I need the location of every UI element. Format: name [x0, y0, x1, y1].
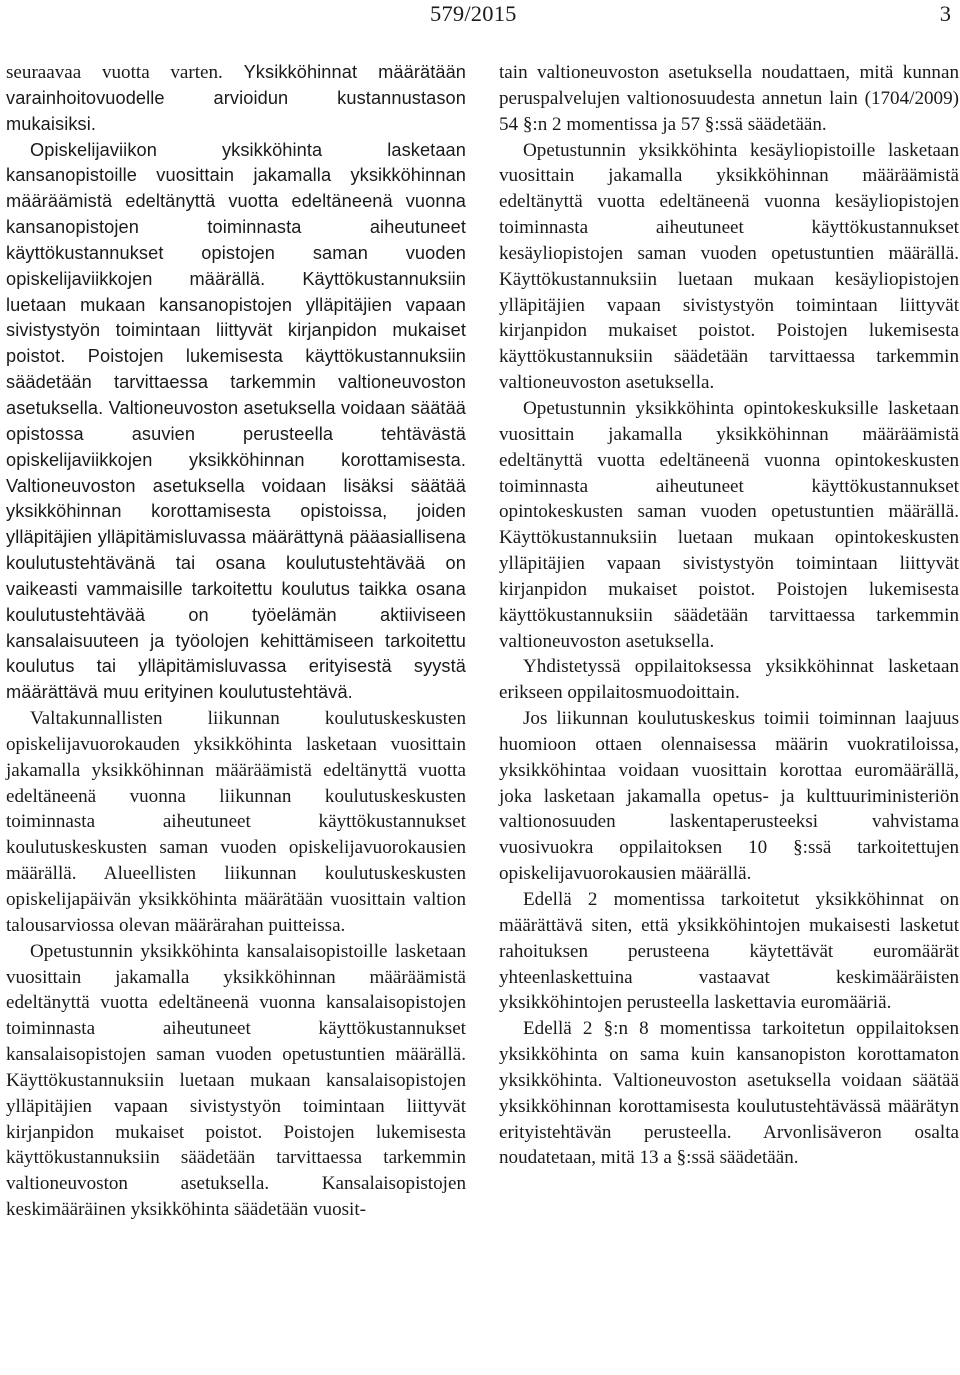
- paragraph: [6, 138, 466, 707]
- document-number: 579/2015: [430, 1, 517, 26]
- paragraph: Opetustunnin yksikköhinta opintokeskuksille lasketaan vuosittain jakamalla yksikköhinnan määräämistä edeltänyttä vuotta edeltäneenä vuonna opintokeskusten toiminnasta aiheutuneet käyttökustannukset opintokeskusten saman vuoden opetustuntien määrällä. Käyttökustannuksiin luetaan mukaan opintokeskusten ylläpitäjien vapaan sivistystyön toimintaan liittyvät kirjanpidon mukaiset poistot. Poistojen lukemisesta käyttökustannuksiin säädetään tarvittaessa tarkemmin valtioneuvoston asetuksella.: [499, 397, 959, 652]
- text-run: Valtioneuvoston asetuksella voidaan lisäksi säätää yksikköhinnan korottamisesta opistoissa, joiden ylläpitäjien ylläpitämisluvassa määrättynä pääasiallisena koulutustehtävänä tai osana koulutustehtävää on vaikeasti vammaisille tarkoitettu koulutus taikka osana koulutustehtävää on työelämän aktiiviseen kansalaisuuteen ja työolojen kehittämiseen tarkoitettu koulutus tai ylläpitämisluvassa erityisestä syystä määrättävä muu erityinen koulutustehtävä.: [6, 475, 466, 703]
- paragraph: Opetustunnin yksikköhinta kesäyliopistoille lasketaan vuosittain jakamalla yksikköhinnan määräämistä edeltänyttä vuotta edeltäneenä vuonna kesäyliopistojen toiminnasta aiheutuneet käyttökustannukset kesäyliopistojen saman vuoden opetustuntien määrällä. Käyttökustannuksiin luetaan mukaan kesäyliopistojen ylläpitäjien vapaan sivistystyön toimintaan liittyvät kirjanpidon mukaiset poistot. Poistojen lukemisesta käyttökustannuksiin säädetään tarvittaessa tarkemmin valtioneuvoston asetuksella.: [499, 139, 959, 394]
- paragraph: Valtakunnallisten liikunnan koulutuskeskusten opiskelijavuorokauden yksikköhinta lasketaan vuosittain jakamalla yksikköhinnan määräämistä edeltänyttä vuotta edeltäneenä vuonna liikunnan koulutuskeskusten toiminnasta aiheutuneet käyttökustannukset koulutuskeskusten saman vuoden opiskelijavuorokausien määrällä. Alueellisten liikunnan koulutuskeskusten opiskelijapäivän yksikköhinta määrätään vuosittain valtion talousarviossa olevan määrärahan puitteissa.: [6, 708, 466, 936]
- paragraph: [6, 60, 466, 138]
- text-run: Poistojen lukemisesta käyttökustannuksiin säädetään tarvittaessa tarkemmin valtioneuvoston asetuksella. Valtioneuvoston asetuksella voidaan säätää opistossa asuvien perusteella tehtävästä opiskelijaviikkojen yksikköhinnan korottamisesta.: [6, 346, 466, 470]
- text-run: seuraavaa vuotta varten.: [6, 62, 223, 83]
- text-run: Yksikköhinnat määrätään varainhoitovuodelle arvioidun kustannustason mukaisiksi.: [6, 62, 467, 134]
- right-column: [499, 60, 959, 1171]
- left-column: [6, 60, 466, 1223]
- paragraph: Edellä 2 §:n 8 momentissa tarkoitetun oppilaitoksen yksikköhinta on sama kuin kansanopiston korottamaton yksikköhinta. Valtioneuvoston asetuksella voidaan säätää yksikköhinnan korottamisesta koulutustehtävässä määrätyn erityistehtävän perusteella. Arvonlisäveron osalta noudatetaan, mitä 13 a §:ssä säädetään.: [499, 1018, 959, 1169]
- paragraph: Yhdistetyssä oppilaitoksessa yksikköhinnat lasketaan erikseen oppilaitosmuodoittain.: [499, 656, 959, 704]
- page-number: 3: [939, 1, 951, 26]
- text-run: Opiskelijaviikon yksikköhinta lasketaan kansanopistoille vuosittain jakamalla yksikköhinnan määräämistä edeltänyttä vuotta edeltäneenä vuonna kansanopistojen toiminnasta aiheutuneet käyttökustannukset opistojen saman vuoden opiskelijaviikkojen määrällä. Käyttökustannuksiin luetaan mukaan kansanopistojen ylläpitäjien vapaan sivistystyön toimintaan liittyvät kirjanpidon mukaiset poistot.: [6, 139, 466, 367]
- paragraph: Opetustunnin yksikköhinta kansalaisopistoille lasketaan vuosittain jakamalla yksikköhinnan määräämistä edeltänyttä vuotta edeltäneenä vuonna kansalaisopistojen toiminnasta aiheutuneet käyttökustannukset kansalaisopistojen saman vuoden opetustuntien määrällä. Käyttökustannuksiin luetaan mukaan kansalaisopistojen ylläpitäjien vapaan sivistystyön toimintaan liittyvät kirjanpidon mukaiset poistot. Poistojen lukemisesta käyttökustannuksiin säädetään tarvittaessa tarkemmin valtioneuvoston asetuksella. Kansalaisopistojen keskimääräinen yksikköhinta säädetään vuosit-: [6, 940, 466, 1221]
- paragraph: tain valtioneuvoston asetuksella noudattaen, mitä kunnan peruspalvelujen valtionosuudesta annetun lain (1704/2009) 54 §:n 2 momentissa ja 57 §:ssä säädetään.: [499, 62, 959, 135]
- paragraph: Jos liikunnan koulutuskeskus toimii toiminnan laajuus huomioon ottaen olennaisessa määrin vuokratiloissa, yksikköhintaa voidaan vuosittain korottaa euromäärällä, joka lasketaan jakamalla opetus- ja kulttuuriministeriön valtionosuuden laskentaperusteeksi vahvistama vuosivuokra oppilaitoksen 10 §:ssä tarkoitettujen opiskelijavuorokausien määrällä.: [499, 708, 959, 885]
- paragraph: Edellä 2 momentissa tarkoitetut yksikköhinnat on määrättävä siten, että yksikköhintojen mukaisesti lasketut rahoituksen perusteena käytettävät euromäärät yhteenlaskettuina vastaavat keskimääräisten yksikköhintojen perusteella laskettavia euromääriä.: [499, 889, 959, 1014]
- page-header: [0, 0, 960, 34]
